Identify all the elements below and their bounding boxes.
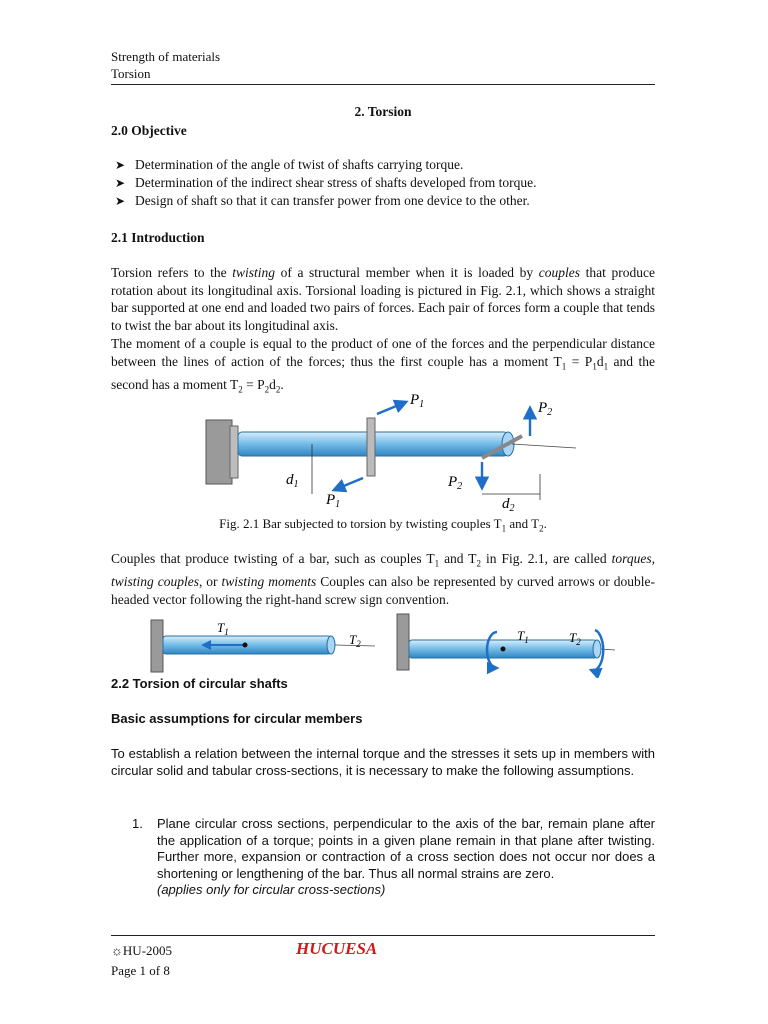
assumption-list xyxy=(111,816,655,899)
label-p1-upper: $P_1$ xyxy=(410,392,425,410)
couples-paragraph: Couples that produce twisting of a bar, such as couples $T_1$ and $T_2$ in Fig. 2.1, are called torques, twisting couples, or twisting moments Couples can also be represented by curved arrows or double-headed vector following the right-hand screw sign convention. xyxy=(111,551,655,607)
arrow-bullet-icon: ➤ xyxy=(115,194,126,208)
running-header-subject: Strength of materials xyxy=(111,49,221,64)
support-plate xyxy=(230,426,238,478)
footer-brand: HUCUESA xyxy=(296,939,378,958)
chapter-title: 2. Torsion xyxy=(354,104,412,119)
list-item: ➤ Determination of the indirect shear stress of shafts developed from torque. xyxy=(115,175,537,190)
objective-heading: 2.0 Objective xyxy=(111,123,187,138)
label-t1-right: $T_1$ xyxy=(517,628,529,645)
list-item: ➤ Design of shaft so that it can transfer power from one device to the other. xyxy=(115,193,530,208)
assumptions-intro-paragraph: To establish a relation between the internal torque and the stresses it sets up in members with circular solid and tabular cross-sections, it is necessary to make the following assumptions. xyxy=(111,746,655,778)
arrow-bullet-icon: ➤ xyxy=(115,158,126,172)
label-t1-left: $T_1$ xyxy=(217,620,229,637)
figure-2-1-bar-torsion xyxy=(200,392,580,512)
assumption-note: (applies only for circular cross-sections) xyxy=(157,882,386,897)
list-item: ➤ Determination of the angle of twist of shafts carrying torque. xyxy=(115,157,464,172)
label-p1-lower: $P_1$ xyxy=(326,492,341,510)
arrow-bullet-icon: ➤ xyxy=(115,176,126,190)
basic-assumptions-heading: Basic assumptions for circular members xyxy=(111,711,363,726)
header-rule xyxy=(111,84,655,85)
label-t2-left: $T_2$ xyxy=(349,632,361,649)
figure-torque-representations xyxy=(145,610,615,678)
label-t2-right: $T_2$ xyxy=(569,630,581,647)
objective-list xyxy=(111,156,655,210)
axis-line xyxy=(512,444,576,448)
footer-rule xyxy=(111,935,655,936)
intro-paragraph-1: Torsion refers to the twisting of a structural member when it is loaded by couples that produce rotation about its longitudinal axis. Torsional loading is pictured in Fig. 2.1, which shows a straight bar supported at one end and loaded two pairs of forces. Each pair of forces form a couple that tends to twist the bar about its longitudinal axis. xyxy=(111,265,655,333)
force-arrow-p1-lower xyxy=(334,478,363,490)
wall-right-sketch xyxy=(397,614,409,670)
label-p2-lower: $P_2$ xyxy=(448,474,463,492)
intro-paragraph-2: The moment of a couple is equal to the product of one of the forces and the perpendicular distance between the lines of action of the forces; thus the first couple has a moment $T_1 = P_1d_1$ and the second has a moment $T_2 = P_2d_2$. xyxy=(111,336,655,395)
figure-2-1-caption: Fig. 2.1 Bar subjected to torsion by twisting couples $T_1$ and $T_2$. xyxy=(219,516,547,534)
page-number: Page 1 of 8 xyxy=(111,963,170,978)
pin-1 xyxy=(367,418,375,476)
section-2-2-heading: 2.2 Torsion of circular shafts xyxy=(111,676,288,691)
intro-heading: 2.1 Introduction xyxy=(111,230,205,245)
label-d1: $d_1$ xyxy=(286,472,299,490)
label-d2: $d_2$ xyxy=(502,496,515,512)
list-item: 1. Plane circular cross sections, perpendicular to the axis of the bar, remain plane after the application of a torque; points in a given plane remain in that plane after twisting. Further more, expansion or contraction of a cross section does not occur nor does a shortening or lengthening of the bar. Thus all normal strains are zero. (applies only for circular cross-sections) xyxy=(132,816,655,897)
force-arrow-p1-upper xyxy=(377,402,406,414)
label-p2-upper: $P_2$ xyxy=(538,400,553,418)
fixed-support-wall xyxy=(206,420,232,484)
wall-left-sketch xyxy=(151,620,163,672)
running-header-chapter: Torsion xyxy=(111,66,151,81)
footer-left-id: ☼HU-2005 xyxy=(111,943,173,958)
